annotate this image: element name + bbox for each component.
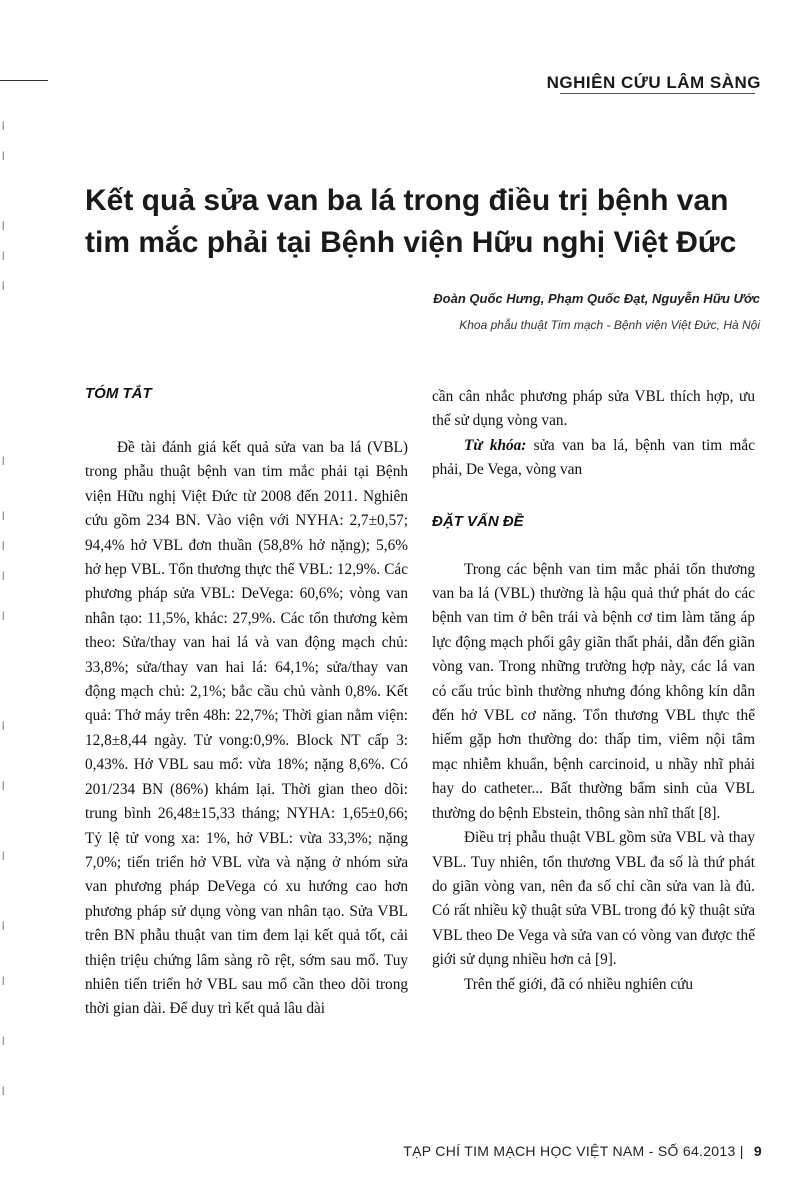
left-gutter-bleed: | | | | | | | | | | | | | | | | | [2,120,5,1095]
article-title: Kết quả sửa van ba lá trong điều trị bệnh van tim mắc phải tại Bệnh viện Hữu nghị Việt Đức [85,184,737,259]
abstract-continuation: cần cân nhắc phương pháp sửa VBL thích hợp, ưu thế sử dụng vòng van. [432,388,755,430]
journal-name: TẠP CHÍ TIM MẠCH HỌC VIỆT NAM - SỐ 64.2013 [403,1143,736,1159]
section-header: NGHIÊN CỨU LÂM SÀNG [546,73,761,92]
keywords-line [432,434,755,483]
footer-separator: | [739,1143,744,1159]
authors: Đoàn Quốc Hưng, Phạm Quốc Đạt, Nguyễn Hữu Ước [433,291,760,306]
intro-paragraph-3: Trên thế giới, đã có nhiều nghiên cứu [464,975,694,993]
intro-paragraph-2: Điều trị phẫu thuật VBL gồm sửa VBL và thay VBL. Tuy nhiên, tổn thương VBL đa số là thứ phát do giãn vòng van, nên đa số chỉ cần sửa van là đủ. Có rất nhiều kỹ thuật sửa VBL trong đó kỹ thuật sửa VBL theo De Vega và sửa van có vòng van được thế giới sử dụng nhiều hơn cả [9]. [432,829,755,969]
corner-crop-mark [0,80,48,81]
keywords-label: Từ khóa: [464,436,527,454]
footer [403,1143,762,1159]
abstract-body: Đề tài đánh giá kết quả sửa van ba lá (VBL) trong phẫu thuật bệnh van tim mắc phải tại Bệnh viện Hữu nghị Việt Đức từ 2008 đến 2011. Nghiên cứu gồm 234 BN. Vào viện với NYHA: 2,7±0,57; 94,4% hở VBL đơn thuần (58,8% hở nặng); 5,6% hở hẹp VBL. Tổn thương thực thể VBL: 12,9%. Các phương pháp sửa VBL: DeVega: 60,6%; vòng van nhân tạo: 11,5%, khác: 27,9%. Các tổn thương kèm theo: Sửa/thay van hai lá và van động mạch chủ: 33,8%; sửa/thay van hai lá: 64,1%; sửa/thay van động mạch chủ: 2,1%; bắc cầu chủ vành 0,8%. Kết quả: Thở máy trên 48h: 22,7%; Thời gian nằm viện: 12,8±8,44 ngày. Tử vong:0,9%. Block NT cấp 3: 0,43%. Hở VBL sau mổ: vừa 18%; nặng 8,6%. Có 201/234 BN (86%) khám lại. Thời gian theo dõi: trung bình 26,48±15,33 tháng; NYHA: 1,65±0,66; Tỷ lệ tử vong xa: 1%, hở VBL: vừa 33,3%; nặng 7,0%; tiến triển hở VBL vừa và nặng ở nhóm sửa van phương pháp DeVega có xu hướng cao hơn phương pháp sử dụng vòng van nhân tạo. Sửa VBL trên BN phẫu thuật van tim đem lại kết quả tốt, cải thiện triệu chứng lâm sàng rõ rệt, sớm sau mổ. Tuy nhiên tiến triển hở VBL sau mổ cần theo dõi trong thời gian dài. Để duy trì kết quả lâu dài [85,439,408,1018]
abstract-heading: TÓM TẮT [85,385,152,402]
right-column [432,385,755,997]
page-number: 9 [753,1143,762,1159]
left-column [85,385,408,1022]
keywords-text: sửa van ba lá, bệnh van tim mắc phải, De Vega, vòng van [432,436,755,479]
intro-paragraph-1: Trong các bệnh van tim mắc phải tổn thương van ba lá (VBL) thường là hậu quả thứ phát do các bệnh van tim ở bên trái và bệnh cơ tim làm tăng áp lực động mạch phổi gây giãn thất phải, dẫn đến giãn vòng van. Trong những trường hợp này, các lá van có cấu trúc bình thường nhưng đóng không kín dẫn đến hở VBL cơ năng. Tổn thương VBL thực thể hiếm gặp hơn thường do: thấp tim, viêm nội tâm mạc nhiễm khuẩn, bệnh carcinoid, u nhầy nhĩ phải hay do catheter... Bất thường bẩm sinh của VBL thường do bệnh Ebstein, thông sàn nhĩ thất [8]. [432,560,755,822]
affiliation: Khoa phẫu thuật Tim mạch - Bệnh viện Việt Đức, Hà Nội [459,318,760,332]
intro-heading: ĐẶT VẤN ĐỀ [432,512,524,530]
header-rule [560,93,755,94]
